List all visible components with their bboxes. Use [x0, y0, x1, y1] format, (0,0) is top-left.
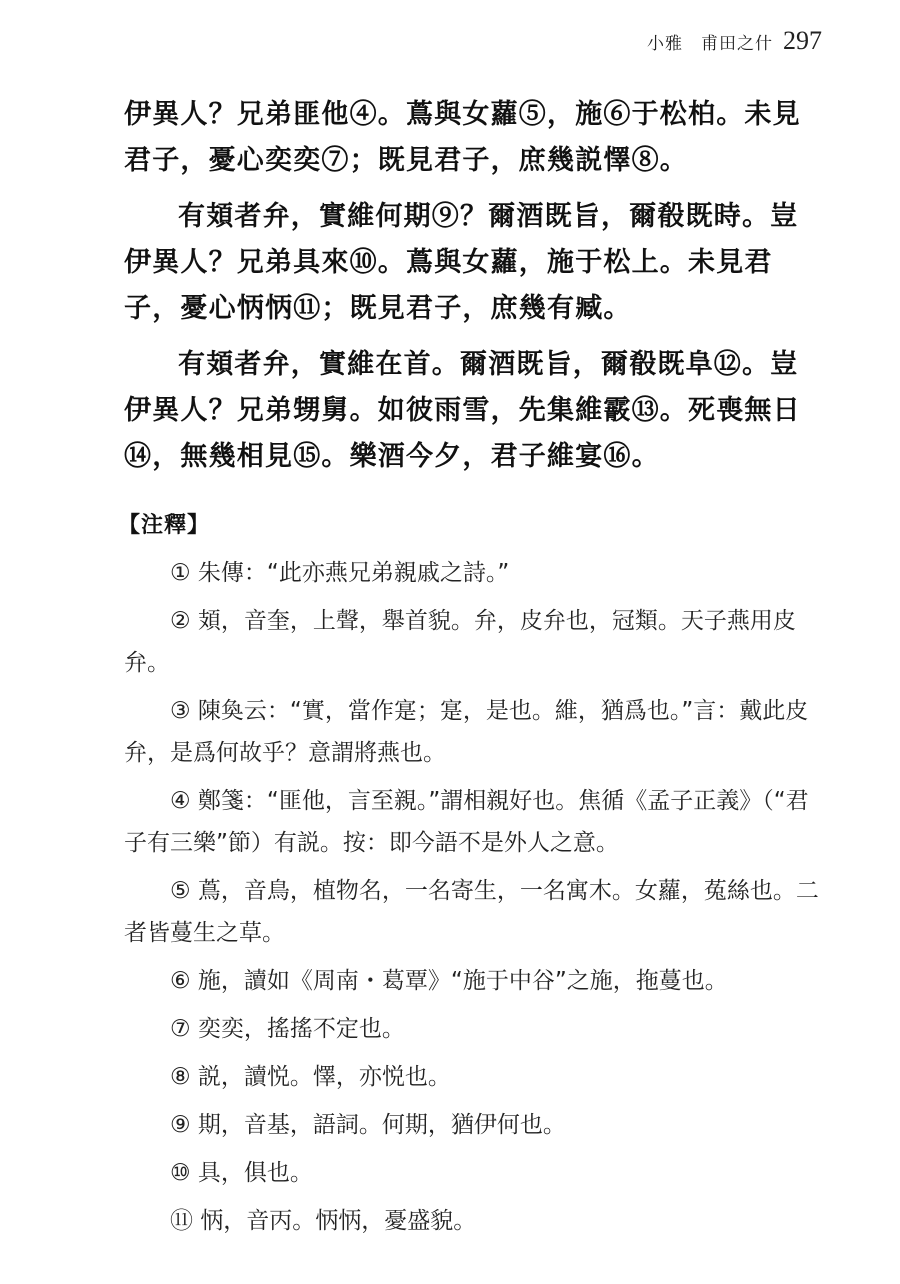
note-item: ⑪ 怲，音丙。怲怲，憂盛貌。 — [170, 1208, 477, 1234]
running-title: 小雅 甫田之什 — [647, 34, 773, 54]
note-item: ③ 陳奐云：“實，當作寔；寔，是也。維，猶爲也。”言：戴此皮弁，是爲何故乎？意謂將燕也。 — [124, 698, 809, 766]
note-item: ⑩ 具，俱也。 — [170, 1160, 313, 1186]
notes-list — [124, 552, 824, 1242]
note-item: ⑦ 奕奕，搖搖不定也。 — [170, 1016, 405, 1042]
note-item: ⑧ 説，讀悦。懌，亦悦也。 — [170, 1064, 451, 1090]
poem-text — [124, 92, 824, 480]
note-item: ⑨ 期，音基，語詞。何期，猶伊何也。 — [170, 1112, 566, 1138]
running-head — [647, 26, 822, 56]
poem-stanza-fragment: 伊異人？兄弟匪他④。蔦與女蘿⑤，施⑥于松柏。未見君子，憂心奕奕⑦；既見君子，庶幾説懌⑧。 — [124, 99, 801, 176]
page-number: 297 — [783, 26, 822, 55]
poem-stanza: 有頍者弁，實維在首。爾酒既旨，爾殽既阜⑫。豈伊異人？兄弟甥舅。如彼雨雪，先集維霰⑬。死喪無日⑭，無幾相見⑮。樂酒今夕，君子維宴⑯。 — [124, 349, 801, 472]
note-item: ⑤ 蔦，音鳥，植物名，一名寄生，一名寓木。女蘿，菟絲也。二者皆蔓生之草。 — [124, 878, 819, 946]
note-item: ① 朱傳：“此亦燕兄弟親戚之詩。” — [170, 560, 510, 586]
note-item: ⑥ 施，讀如《周南・葛覃》“施于中谷”之施，拖蔓也。 — [170, 968, 728, 994]
notes-heading: 【注釋】 — [118, 513, 211, 538]
poem-stanza: 有頍者弁，實維何期⑨？爾酒既旨，爾殽既時。豈伊異人？兄弟具來⑩。蔦與女蘿，施于松上。未見君子，憂心怲怲⑪；既見君子，庶幾有臧。 — [124, 201, 799, 324]
note-item: ④ 鄭箋：“匪他，言至親。”謂相親好也。焦循《孟子正義》（“君子有三樂”節）有説。按：即今語不是外人之意。 — [124, 788, 809, 856]
note-item: ② 頍，音奎，上聲，舉首貌。弁，皮弁也，冠類。天子燕用皮弁。 — [124, 608, 796, 676]
